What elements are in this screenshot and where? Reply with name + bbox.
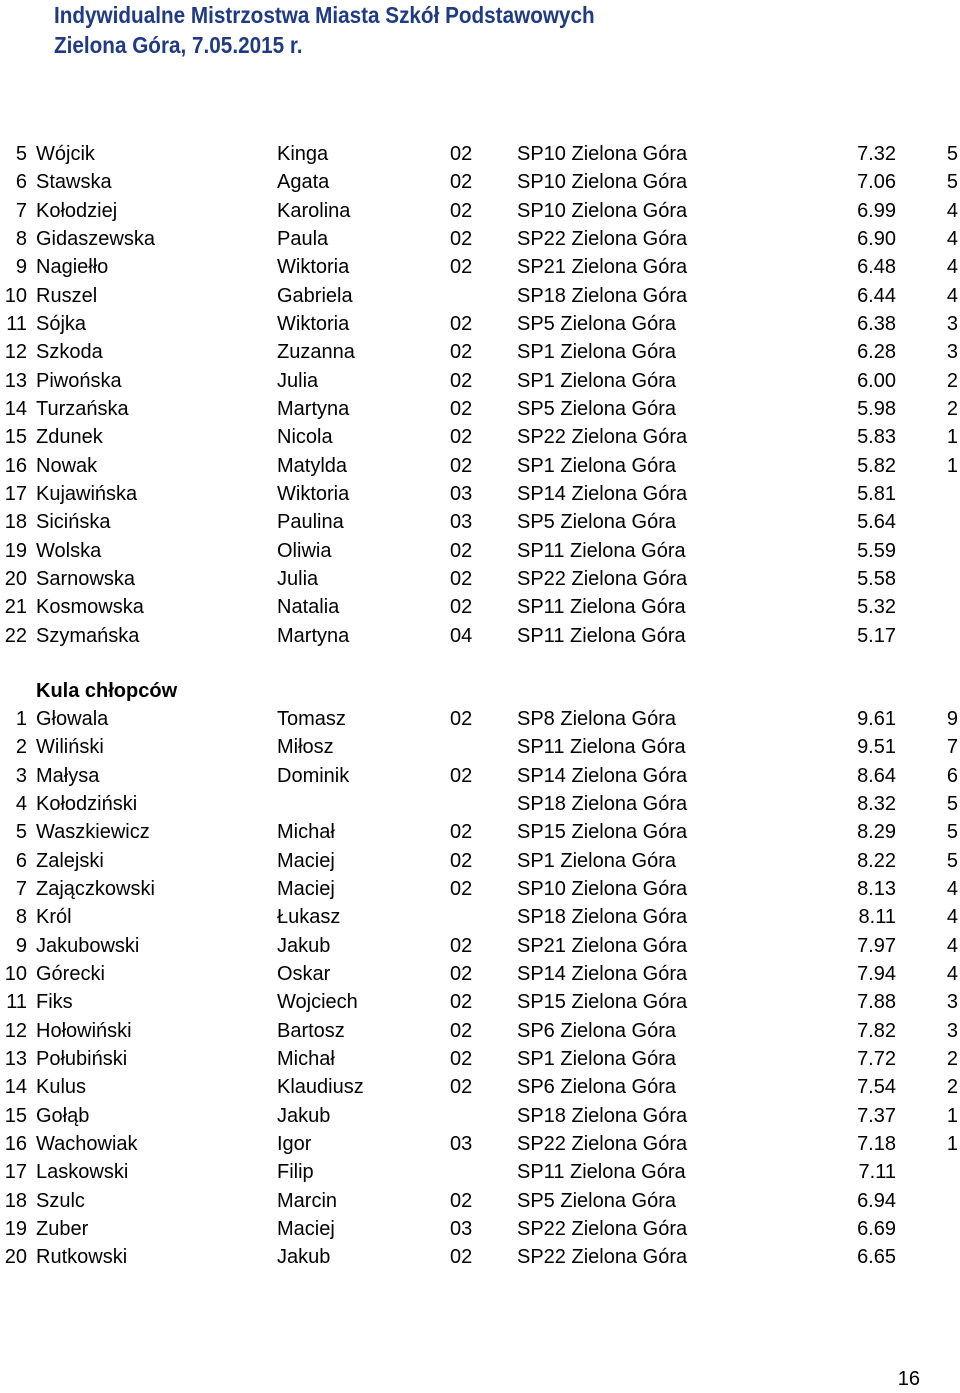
position-cell: 12 xyxy=(4,1019,27,1042)
table-row xyxy=(0,310,960,338)
first-name-cell: Maciej xyxy=(277,1217,335,1240)
birth-year-cell: 02 xyxy=(450,256,473,279)
school-cell: SP11 Zielona Góra xyxy=(517,624,686,647)
birth-year-cell: 02 xyxy=(450,397,473,420)
birth-year-cell: 02 xyxy=(450,369,473,392)
school-cell: SP10 Zielona Góra xyxy=(517,143,688,165)
first-name-cell: Karolina xyxy=(277,199,351,222)
birth-year-cell: 02 xyxy=(450,962,473,985)
last-name-cell: Zalejski xyxy=(36,849,104,872)
last-name-cell: Głowala xyxy=(36,708,109,730)
last-name-cell: Waszkiewicz xyxy=(36,821,150,844)
first-name-cell: Jakub xyxy=(277,1246,331,1269)
last-name-cell: Połubiński xyxy=(36,1047,128,1070)
school-cell: SP18 Zielona Góra xyxy=(517,792,688,815)
last-name-cell: Szymańska xyxy=(36,624,140,647)
position-cell: 13 xyxy=(4,369,27,392)
school-cell: SP18 Zielona Góra xyxy=(517,906,688,929)
result-cell: 6.48 xyxy=(857,256,896,279)
school-cell: SP22 Zielona Góra xyxy=(517,426,688,449)
school-cell: SP1 Zielona Góra xyxy=(517,1047,676,1070)
points-cell: 2 xyxy=(946,1047,958,1070)
last-name-cell: Gidaszewska xyxy=(36,227,155,250)
table-row xyxy=(0,253,960,281)
first-name-cell: Maciej xyxy=(277,877,335,900)
result-cell: 5.32 xyxy=(857,596,896,619)
birth-year-cell: 02 xyxy=(450,454,473,477)
birth-year-cell: 02 xyxy=(450,539,473,562)
result-cell: 6.44 xyxy=(857,284,896,307)
document-title: Indywidualne Mistrzostwa Miasta Szkół Podstawowych xyxy=(54,2,595,28)
first-name-cell: Matylda xyxy=(277,454,348,477)
result-cell: 7.97 xyxy=(857,934,896,957)
table-row xyxy=(0,818,960,846)
first-name-cell: Natalia xyxy=(277,596,340,619)
position-cell: 7 xyxy=(15,199,27,222)
result-cell: 5.58 xyxy=(857,567,896,590)
first-name-cell: Julia xyxy=(277,567,319,590)
first-name-cell: Oliwia xyxy=(277,539,332,562)
position-cell: 19 xyxy=(4,1217,27,1240)
table-row xyxy=(0,790,960,818)
school-cell: SP15 Zielona Góra xyxy=(517,991,688,1014)
birth-year-cell: 04 xyxy=(450,624,473,647)
school-cell: SP11 Zielona Góra xyxy=(517,539,686,562)
school-cell: SP22 Zielona Góra xyxy=(517,1217,688,1240)
result-cell: 5.98 xyxy=(857,397,896,420)
points-cell: 1 xyxy=(946,426,958,449)
table-row xyxy=(0,423,960,451)
school-cell: SP10 Zielona Góra xyxy=(517,171,688,194)
position-cell: 5 xyxy=(15,821,27,844)
last-name-cell: Wójcik xyxy=(36,143,95,165)
birth-year-cell: 02 xyxy=(450,567,473,590)
last-name-cell: Górecki xyxy=(36,962,105,985)
position-cell: 3 xyxy=(15,764,27,787)
last-name-cell: Kołodziński xyxy=(36,792,138,815)
result-cell: 6.28 xyxy=(857,341,896,364)
school-cell: SP21 Zielona Góra xyxy=(517,934,688,957)
last-name-cell: Kujawińska xyxy=(36,482,138,505)
result-cell: 6.65 xyxy=(857,1246,896,1269)
last-name-cell: Małysa xyxy=(36,764,100,787)
position-cell: 17 xyxy=(4,1161,27,1184)
position-cell: 16 xyxy=(4,1132,27,1155)
table-row xyxy=(0,1243,960,1271)
result-cell: 7.06 xyxy=(857,171,896,194)
points-cell: 3 xyxy=(946,1019,958,1042)
first-name-cell: Oskar xyxy=(277,962,331,985)
school-cell: SP10 Zielona Góra xyxy=(517,199,688,222)
school-cell: SP21 Zielona Góra xyxy=(517,256,688,279)
table-row xyxy=(0,168,960,196)
points-cell: 2 xyxy=(946,397,958,420)
birth-year-cell: 03 xyxy=(450,1132,473,1155)
position-cell: 9 xyxy=(15,934,27,957)
result-cell: 7.72 xyxy=(857,1047,896,1070)
school-cell: SP5 Zielona Góra xyxy=(517,1189,676,1212)
points-cell: 2 xyxy=(946,369,958,392)
position-cell: 14 xyxy=(4,397,27,420)
table-row xyxy=(0,565,960,593)
result-cell: 7.94 xyxy=(857,962,896,985)
position-cell: 4 xyxy=(15,792,27,815)
table-row xyxy=(0,395,960,423)
position-cell: 6 xyxy=(15,171,27,194)
birth-year-cell: 02 xyxy=(450,143,473,165)
birth-year-cell: 02 xyxy=(450,199,473,222)
birth-year-cell: 02 xyxy=(450,171,473,194)
last-name-cell: Sójka xyxy=(36,312,87,335)
last-name-cell: Kosmowska xyxy=(36,596,144,619)
last-name-cell: Sarnowska xyxy=(36,567,135,590)
birth-year-cell: 02 xyxy=(450,341,473,364)
last-name-cell: Szkoda xyxy=(36,341,103,364)
points-cell: 1 xyxy=(946,1132,958,1155)
school-cell: SP6 Zielona Góra xyxy=(517,1076,676,1099)
school-cell: SP1 Zielona Góra xyxy=(517,454,676,477)
position-cell: 11 xyxy=(6,312,27,335)
first-name-cell: Jakub xyxy=(277,934,331,957)
result-cell: 7.32 xyxy=(857,143,896,165)
position-cell: 6 xyxy=(15,849,27,872)
first-name-cell: Maciej xyxy=(277,849,335,872)
result-cell: 7.88 xyxy=(857,991,896,1014)
position-cell: 10 xyxy=(4,962,27,985)
result-cell: 5.83 xyxy=(857,426,896,449)
birth-year-cell: 02 xyxy=(450,426,473,449)
result-cell: 7.54 xyxy=(857,1076,896,1099)
position-cell: 7 xyxy=(15,877,27,900)
first-name-cell: Bartosz xyxy=(277,1019,345,1042)
last-name-cell: Kulus xyxy=(36,1076,87,1099)
document-header xyxy=(54,0,944,60)
table-row xyxy=(0,508,960,536)
school-cell: SP14 Zielona Góra xyxy=(517,764,688,787)
points-cell: 7 xyxy=(946,736,958,759)
position-cell: 18 xyxy=(4,1189,27,1212)
position-cell: 14 xyxy=(4,1076,27,1099)
school-cell: SP5 Zielona Góra xyxy=(517,511,676,534)
table-row xyxy=(0,197,960,225)
school-cell: SP18 Zielona Góra xyxy=(517,284,688,307)
result-cell: 9.61 xyxy=(857,708,896,730)
last-name-cell: Stawska xyxy=(36,171,112,194)
first-name-cell: Tomasz xyxy=(277,708,346,730)
table-row xyxy=(0,282,960,310)
last-name-cell: Zdunek xyxy=(36,426,103,449)
points-cell: 3 xyxy=(946,312,958,335)
points-cell: 5 xyxy=(946,849,958,872)
position-cell: 18 xyxy=(4,511,27,534)
birth-year-cell: 02 xyxy=(450,991,473,1014)
school-cell: SP15 Zielona Góra xyxy=(517,821,688,844)
first-name-cell: Paula xyxy=(277,227,329,250)
result-cell: 9.51 xyxy=(857,736,896,759)
position-cell: 20 xyxy=(4,1246,27,1269)
points-cell: 5 xyxy=(946,792,958,815)
birth-year-cell: 02 xyxy=(450,934,473,957)
school-cell: SP22 Zielona Góra xyxy=(517,1132,688,1155)
page-number: 16 xyxy=(897,1368,920,1390)
first-name-cell: Wiktoria xyxy=(277,482,350,505)
points-cell: 4 xyxy=(946,227,958,250)
points-cell: 9 xyxy=(946,708,958,730)
first-name-cell: Łukasz xyxy=(277,906,341,929)
last-name-cell: Szulc xyxy=(36,1189,85,1212)
table-row xyxy=(0,733,960,761)
last-name-cell: Piwońska xyxy=(36,369,122,392)
position-cell: 22 xyxy=(4,624,27,647)
girls-results-table xyxy=(0,140,960,650)
birth-year-cell: 03 xyxy=(450,1217,473,1240)
position-cell: 9 xyxy=(15,256,27,279)
points-cell: 4 xyxy=(946,284,958,307)
school-cell: SP18 Zielona Góra xyxy=(517,1104,688,1127)
first-name-cell: Julia xyxy=(277,369,319,392)
document-subtitle: Zielona Góra, 7.05.2015 r. xyxy=(54,32,303,58)
school-cell: SP1 Zielona Góra xyxy=(517,369,676,392)
result-cell: 7.11 xyxy=(858,1161,896,1184)
result-cell: 5.81 xyxy=(857,482,896,505)
birth-year-cell: 02 xyxy=(450,764,473,787)
school-cell: SP1 Zielona Góra xyxy=(517,849,676,872)
points-cell: 1 xyxy=(946,1104,958,1127)
table-row xyxy=(0,593,960,621)
result-cell: 6.90 xyxy=(857,227,896,250)
last-name-cell: Turzańska xyxy=(36,397,129,420)
table-row xyxy=(0,1017,960,1045)
birth-year-cell: 02 xyxy=(450,1246,473,1269)
first-name-cell: Wiktoria xyxy=(277,312,350,335)
last-name-cell: Wiliński xyxy=(36,736,104,759)
points-cell: 3 xyxy=(946,991,958,1014)
table-row xyxy=(0,932,960,960)
position-cell: 17 xyxy=(4,482,27,505)
result-cell: 7.82 xyxy=(857,1019,896,1042)
table-row xyxy=(0,1102,960,1130)
position-cell: 15 xyxy=(4,1104,27,1127)
first-name-cell: Wojciech xyxy=(277,991,358,1014)
position-cell: 8 xyxy=(15,227,27,250)
last-name-cell: Kołodziej xyxy=(36,199,118,222)
position-cell: 8 xyxy=(15,906,27,929)
points-cell: 2 xyxy=(946,1076,958,1099)
last-name-cell: Laskowski xyxy=(36,1161,129,1184)
position-cell: 5 xyxy=(15,143,27,165)
result-cell: 5.82 xyxy=(857,454,896,477)
last-name-cell: Ruszel xyxy=(36,284,98,307)
birth-year-cell: 03 xyxy=(450,482,473,505)
position-cell: 15 xyxy=(4,426,27,449)
first-name-cell: Agata xyxy=(277,171,330,194)
school-cell: SP22 Zielona Góra xyxy=(517,1246,688,1269)
result-cell: 8.29 xyxy=(857,821,896,844)
first-name-cell: Kinga xyxy=(277,143,329,165)
position-cell: 21 xyxy=(4,596,27,619)
birth-year-cell: 02 xyxy=(450,708,473,730)
position-cell: 19 xyxy=(4,539,27,562)
birth-year-cell: 02 xyxy=(450,1047,473,1070)
points-cell: 4 xyxy=(946,877,958,900)
result-cell: 8.64 xyxy=(857,764,896,787)
first-name-cell: Martyna xyxy=(277,397,350,420)
first-name-cell: Wiktoria xyxy=(277,256,350,279)
first-name-cell: Klaudiusz xyxy=(277,1076,364,1099)
table-row xyxy=(0,1073,960,1101)
position-cell: 1 xyxy=(15,708,27,730)
first-name-cell: Martyna xyxy=(277,624,350,647)
first-name-cell: Paulina xyxy=(277,511,344,534)
table-row xyxy=(0,537,960,565)
last-name-cell: Sicińska xyxy=(36,511,111,534)
points-cell: 4 xyxy=(946,962,958,985)
school-cell: SP10 Zielona Góra xyxy=(517,877,688,900)
position-cell: 11 xyxy=(6,991,27,1014)
school-cell: SP1 Zielona Góra xyxy=(517,341,676,364)
table-row xyxy=(0,847,960,875)
school-cell: SP5 Zielona Góra xyxy=(517,312,676,335)
last-name-cell: Zuber xyxy=(36,1217,89,1240)
position-cell: 10 xyxy=(4,284,27,307)
first-name-cell: Nicola xyxy=(277,426,333,449)
last-name-cell: Jakubowski xyxy=(36,934,140,957)
result-cell: 5.64 xyxy=(857,511,896,534)
points-cell: 3 xyxy=(946,341,958,364)
last-name-cell: Nowak xyxy=(36,454,98,477)
result-cell: 7.18 xyxy=(857,1132,896,1155)
table-row xyxy=(0,225,960,253)
last-name-cell: Zajączkowski xyxy=(36,877,155,900)
birth-year-cell: 02 xyxy=(450,1019,473,1042)
first-name-cell: Marcin xyxy=(277,1189,338,1212)
points-cell: 5 xyxy=(946,171,958,194)
school-cell: SP14 Zielona Góra xyxy=(517,482,688,505)
position-cell: 13 xyxy=(4,1047,27,1070)
result-cell: 7.37 xyxy=(857,1104,896,1127)
points-cell: 5 xyxy=(946,143,958,165)
position-cell: 2 xyxy=(15,736,27,759)
school-cell: SP11 Zielona Góra xyxy=(517,596,686,619)
table-row xyxy=(0,1215,960,1243)
position-cell: 12 xyxy=(4,341,27,364)
table-row xyxy=(0,452,960,480)
result-cell: 6.99 xyxy=(857,199,896,222)
school-cell: SP14 Zielona Góra xyxy=(517,962,688,985)
table-row xyxy=(0,1045,960,1073)
boys-results-table xyxy=(0,705,960,1272)
table-row xyxy=(0,367,960,395)
school-cell: SP8 Zielona Góra xyxy=(517,708,676,730)
school-cell: SP11 Zielona Góra xyxy=(517,736,686,759)
table-row xyxy=(0,1130,960,1158)
last-name-cell: Rutkowski xyxy=(36,1246,128,1269)
school-cell: SP11 Zielona Góra xyxy=(517,1161,686,1184)
result-cell: 5.59 xyxy=(857,539,896,562)
first-name-cell: Gabriela xyxy=(277,284,353,307)
last-name-cell: Wachowiak xyxy=(36,1132,138,1155)
birth-year-cell: 02 xyxy=(450,227,473,250)
result-cell: 8.13 xyxy=(857,877,896,900)
first-name-cell: Igor xyxy=(277,1132,312,1155)
first-name-cell: Dominik xyxy=(277,764,350,787)
first-name-cell: Zuzanna xyxy=(277,341,355,364)
points-cell: 4 xyxy=(946,199,958,222)
points-cell: 4 xyxy=(946,906,958,929)
table-row xyxy=(0,622,960,650)
result-cell: 6.69 xyxy=(857,1217,896,1240)
first-name-cell: Michał xyxy=(277,1047,335,1070)
birth-year-cell: 02 xyxy=(450,596,473,619)
result-cell: 8.22 xyxy=(857,849,896,872)
position-cell: 16 xyxy=(4,454,27,477)
points-cell: 4 xyxy=(946,256,958,279)
table-row xyxy=(0,988,960,1016)
points-cell: 4 xyxy=(946,934,958,957)
result-cell: 6.00 xyxy=(857,369,896,392)
first-name-cell: Jakub xyxy=(277,1104,331,1127)
first-name-cell: Michał xyxy=(277,821,335,844)
table-row xyxy=(0,338,960,366)
last-name-cell: Nagiełło xyxy=(36,256,109,279)
birth-year-cell: 02 xyxy=(450,849,473,872)
points-cell: 1 xyxy=(946,454,958,477)
last-name-cell: Fiks xyxy=(36,991,73,1014)
result-cell: 6.38 xyxy=(857,312,896,335)
school-cell: SP6 Zielona Góra xyxy=(517,1019,676,1042)
result-cell: 8.11 xyxy=(858,906,896,929)
table-row xyxy=(0,140,960,168)
section-title-boys: Kula chłopców xyxy=(36,680,178,702)
birth-year-cell: 02 xyxy=(450,312,473,335)
last-name-cell: Wolska xyxy=(36,539,102,562)
school-cell: SP22 Zielona Góra xyxy=(517,567,688,590)
table-row xyxy=(0,875,960,903)
points-cell: 6 xyxy=(946,764,958,787)
table-row xyxy=(0,1158,960,1186)
points-cell: 5 xyxy=(946,821,958,844)
table-row xyxy=(0,762,960,790)
first-name-cell: Filip xyxy=(277,1161,314,1184)
result-cell: 8.32 xyxy=(857,792,896,815)
first-name-cell: Miłosz xyxy=(277,736,334,759)
birth-year-cell: 02 xyxy=(450,1076,473,1099)
result-cell: 5.17 xyxy=(857,624,896,647)
birth-year-cell: 02 xyxy=(450,821,473,844)
birth-year-cell: 02 xyxy=(450,1189,473,1212)
last-name-cell: Król xyxy=(36,906,72,929)
table-row xyxy=(0,903,960,931)
table-row xyxy=(0,705,960,733)
last-name-cell: Hołowiński xyxy=(36,1019,132,1042)
table-row xyxy=(0,480,960,508)
result-cell: 6.94 xyxy=(857,1189,896,1212)
table-row xyxy=(0,1187,960,1215)
birth-year-cell: 02 xyxy=(450,877,473,900)
table-row xyxy=(0,960,960,988)
birth-year-cell: 03 xyxy=(450,511,473,534)
school-cell: SP5 Zielona Góra xyxy=(517,397,676,420)
position-cell: 20 xyxy=(4,567,27,590)
last-name-cell: Gołąb xyxy=(36,1104,90,1127)
school-cell: SP22 Zielona Góra xyxy=(517,227,688,250)
